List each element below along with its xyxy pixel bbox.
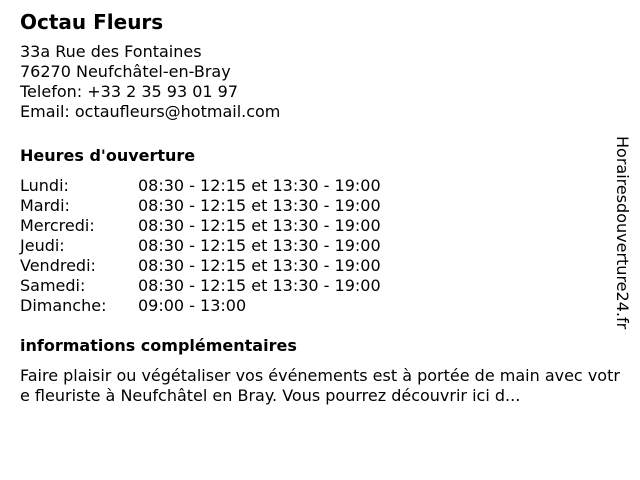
hours-day-label: Dimanche: [20, 296, 107, 315]
hours-day-label: Mercredi: [20, 216, 95, 235]
address-line-1: 33a Rue des Fontaines [20, 42, 202, 61]
hours-row-saturday [20, 276, 616, 296]
opening-hours-heading: Heures d'ouverture [20, 146, 196, 165]
hours-row-wednesday [20, 216, 616, 236]
hours-day-label: Vendredi: [20, 256, 96, 275]
hours-row-monday [20, 176, 616, 196]
hours-row-friday [20, 256, 616, 276]
opening-hours-table [20, 176, 616, 316]
hours-time-value: 08:30 - 12:15 et 13:30 - 19:00 [138, 216, 381, 235]
hours-row-thursday [20, 236, 616, 256]
email-line: Email: octaufleurs@hotmail.com [20, 102, 281, 121]
hours-time-value: 09:00 - 13:00 [138, 296, 247, 315]
address-line-2: 76270 Neufchâtel-en-Bray [20, 62, 231, 81]
hours-time-value: 08:30 - 12:15 et 13:30 - 19:00 [138, 196, 381, 215]
hours-row-sunday [20, 296, 616, 316]
phone-line: Telefon: +33 2 35 93 01 97 [20, 82, 239, 101]
hours-time-value: 08:30 - 12:15 et 13:30 - 19:00 [138, 256, 381, 275]
hours-time-value: 08:30 - 12:15 et 13:30 - 19:00 [138, 276, 381, 295]
hours-day-label: Samedi: [20, 276, 86, 295]
contact-block [20, 42, 616, 122]
hours-row-tuesday [20, 196, 616, 216]
business-card [20, 10, 620, 406]
hours-day-label: Mardi: [20, 196, 70, 215]
hours-time-value: 08:30 - 12:15 et 13:30 - 19:00 [138, 236, 381, 255]
additional-info-heading: informations complémentaires [20, 336, 297, 355]
site-watermark: Horairesdouverture24.fr [613, 136, 632, 330]
hours-day-label: Lundi: [20, 176, 69, 195]
business-name: Octau Fleurs [20, 10, 164, 34]
hours-day-label: Jeudi: [20, 236, 65, 255]
additional-info-text: Faire plaisir ou végétaliser vos événements est à portée de main avec votre fleuriste à Neufchâtel en Bray. Vous pourrez découvrir ici d... [20, 366, 620, 405]
hours-time-value: 08:30 - 12:15 et 13:30 - 19:00 [138, 176, 381, 195]
